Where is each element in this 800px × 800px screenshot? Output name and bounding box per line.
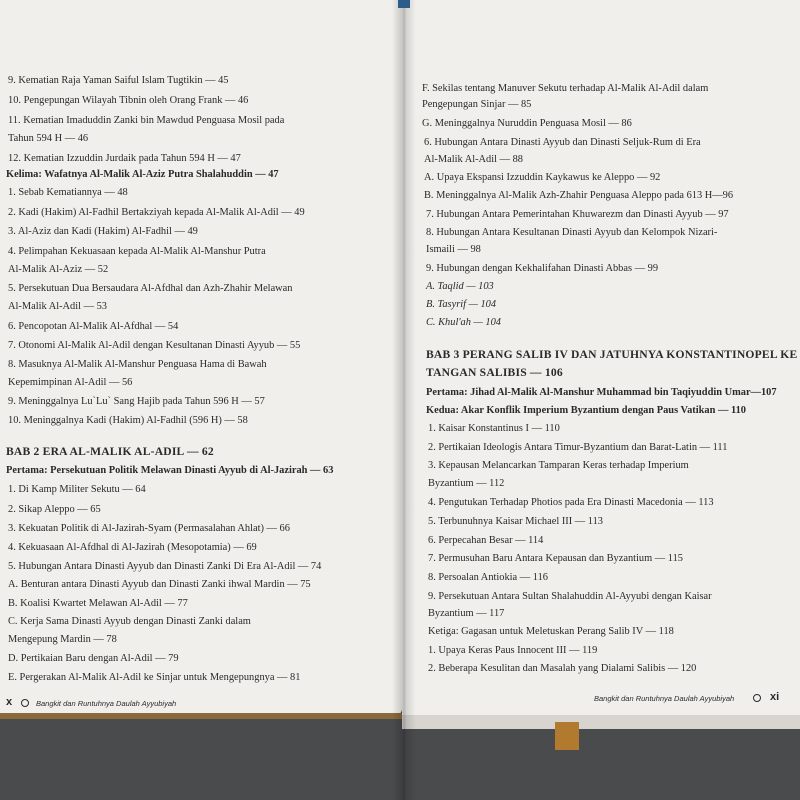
toc-entry: 2. Kadi (Hakim) Al-Fadhil Bertakziyah kepada Al-Malik Al-Adil — 49 bbox=[8, 207, 305, 218]
left-page bbox=[0, 0, 402, 715]
toc-entry: 9. Hubungan dengan Kekhalifahan Dinasti Abbas — 99 bbox=[426, 263, 659, 274]
toc-entry: 6. Hubungan Antara Dinasti Ayyub dan Dinasti Seljuk-Rum di Era bbox=[424, 137, 701, 148]
toc-entry: 6. Pencopotan Al-Malik Al-Afdhal — 54 bbox=[8, 321, 179, 332]
toc-entry: 8. Hubungan Antara Kesultanan Dinasti Ayyub dan Kelompok Nizari- bbox=[426, 227, 718, 238]
toc-entry: 9. Persekutuan Antara Sultan Shalahuddin Al-Ayyubi dengan Kaisar bbox=[428, 591, 712, 602]
page-stack-edge bbox=[402, 715, 800, 729]
chapter-heading: BAB 3 PERANG SALIB IV DAN JATUHNYA KONSTANTINOPEL KE bbox=[426, 348, 798, 361]
toc-entry: 4. Kekuasaan Al-Afdhal di Al-Jazirah (Mesopotamia) — 69 bbox=[8, 542, 257, 553]
chapter-heading: BAB 2 ERA AL-MALIK AL-ADIL — 62 bbox=[6, 445, 214, 458]
toc-entry: 3. Al-Aziz dan Kadi (Hakim) Al-Fadhil — 49 bbox=[8, 226, 198, 237]
toc-entry: Al-Malik Al-Adil — 88 bbox=[424, 154, 523, 165]
toc-entry: 11. Kematian Imaduddin Zanki bin Mawdud Penguasa Mosil pada bbox=[8, 115, 285, 126]
toc-subentry: A. Taqlid — 103 bbox=[426, 281, 494, 292]
toc-entry: 8. Masuknya Al-Malik Al-Manshur Penguasa Hama di Bawah bbox=[8, 359, 267, 370]
toc-subentry: A. Benturan antara Dinasti Ayyub dan Dinasti Zanki ihwal Mardin — 75 bbox=[8, 579, 311, 590]
toc-subentry: F. Sekilas tentang Manuver Sekutu terhadap Al-Malik Al-Adil dalam bbox=[422, 83, 709, 94]
toc-subentry: E. Pergerakan Al-Malik Al-Adil ke Sinjar untuk Mengepungnya — 81 bbox=[8, 672, 301, 683]
running-footer: Bangkit dan Runtuhnya Daulah Ayyubiyah bbox=[594, 694, 735, 703]
toc-entry: 9. Meninggalnya Lu`Lu` Sang Hajib pada Tahun 596 H — 57 bbox=[8, 396, 265, 407]
chapter-heading-continued: TANGAN SALIBIS — 106 bbox=[426, 366, 563, 379]
toc-entry: 5. Hubungan Antara Dinasti Ayyub dan Dinasti Zanki Di Era Al-Adil — 74 bbox=[8, 561, 322, 572]
toc-section-heading: Kelima: Wafatnya Al-Malik Al-Aziz Putra Shalahuddin — 47 bbox=[6, 169, 279, 180]
toc-subentry: C. Khul'ah — 104 bbox=[426, 317, 501, 328]
toc-section-heading: Ketiga: Gagasan untuk Meletuskan Perang Salib IV — 118 bbox=[428, 626, 674, 637]
toc-entry: 4. Pengutukan Terhadap Photios pada Era Dinasti Macedonia — 113 bbox=[428, 497, 714, 508]
toc-section-heading: Pertama: Persekutuan Politik Melawan Dinasti Ayyub di Al-Jazirah — 63 bbox=[6, 465, 334, 476]
toc-subentry: Pengepungan Sinjar — 85 bbox=[422, 99, 532, 110]
circle-ornament-icon bbox=[21, 699, 29, 707]
toc-subentry: B. Tasyrif — 104 bbox=[426, 299, 497, 310]
toc-entry: 12. Kematian Izzuddin Jurdaik pada Tahun 594 H — 47 bbox=[8, 153, 241, 164]
toc-entry: 8. Persoalan Antiokia — 116 bbox=[428, 572, 548, 583]
toc-entry: Byzantium — 112 bbox=[428, 478, 505, 489]
toc-entry: 1. Kaisar Konstantinus I — 110 bbox=[428, 423, 560, 434]
toc-entry: 4. Pelimpahan Kekuasaan kepada Al-Malik Al-Manshur Putra bbox=[8, 246, 266, 257]
book-cover-edge bbox=[0, 713, 402, 719]
page-number: xi bbox=[770, 691, 780, 703]
toc-entry: 7. Hubungan Antara Pemerintahan Khuwarezm dan Dinasti Ayyub — 97 bbox=[426, 209, 729, 220]
toc-entry: Byzantium — 117 bbox=[428, 608, 505, 619]
toc-entry: Tahun 594 H — 46 bbox=[8, 133, 89, 144]
toc-entry: 1. Di Kamp Militer Sekutu — 64 bbox=[8, 484, 146, 495]
toc-section-heading: Pertama: Jihad Al-Malik Al-Manshur Muhammad bin Taqiyuddin Umar—107 bbox=[426, 387, 777, 398]
toc-entry: 10. Meninggalnya Kadi (Hakim) Al-Fadhil (596 H) — 58 bbox=[8, 415, 248, 426]
toc-subentry: G. Meninggalnya Nuruddin Penguasa Mosil — 86 bbox=[422, 118, 632, 129]
toc-entry: Al-Malik Al-Adil — 53 bbox=[8, 301, 107, 312]
right-page bbox=[402, 0, 800, 715]
toc-subentry: C. Kerja Sama Dinasti Ayyub dengan Dinasti Zanki dalam bbox=[8, 616, 251, 627]
toc-entry: Al-Malik Al-Aziz — 52 bbox=[8, 264, 109, 275]
toc-subentry: B. Koalisi Kwartet Melawan Al-Adil — 77 bbox=[8, 598, 188, 609]
toc-entry: 5. Persekutuan Dua Bersaudara Al-Afdhal dan Azh-Zhahir Melawan bbox=[8, 283, 293, 294]
toc-entry: 5. Terbunuhnya Kaisar Michael III — 113 bbox=[428, 516, 603, 527]
bookmark-ribbon bbox=[555, 722, 579, 750]
toc-entry: 10. Pengepungan Wilayah Tibnin oleh Orang Frank — 46 bbox=[8, 95, 249, 106]
toc-entry: Ismaili — 98 bbox=[426, 244, 481, 255]
toc-subentry: Mengepung Mardin — 78 bbox=[8, 634, 117, 645]
toc-entry: 2. Sikap Aleppo — 65 bbox=[8, 504, 101, 515]
toc-subentry: A. Upaya Ekspansi Izzuddin Kaykawus ke Aleppo — 92 bbox=[424, 172, 661, 183]
toc-entry: 1. Sebab Kematiannya — 48 bbox=[8, 187, 128, 198]
toc-entry: 9. Kematian Raja Yaman Saiful Islam Tugtikin — 45 bbox=[8, 75, 229, 86]
toc-subentry: B. Meninggalnya Al-Malik Azh-Zhahir Penguasa Aleppo pada 613 H—96 bbox=[424, 190, 734, 201]
toc-entry: 7. Permusuhan Baru Antara Kepausan dan Byzantium — 115 bbox=[428, 553, 683, 564]
running-footer: Bangkit dan Runtuhnya Daulah Ayyubiyah bbox=[36, 699, 177, 708]
page-number: x bbox=[6, 696, 13, 708]
toc-entry: 2. Beberapa Kesulitan dan Masalah yang Dialami Salibis — 120 bbox=[428, 663, 697, 674]
toc-entry: 7. Otonomi Al-Malik Al-Adil dengan Kesultanan Dinasti Ayyub — 55 bbox=[8, 340, 301, 351]
toc-entry: 1. Upaya Keras Paus Innocent III — 119 bbox=[428, 645, 598, 656]
toc-entry: 6. Perpecahan Besar — 114 bbox=[428, 535, 544, 546]
toc-entry: 3. Kepausan Melancarkan Tamparan Keras terhadap Imperium bbox=[428, 460, 689, 471]
book-cover-edge bbox=[398, 0, 410, 8]
toc-entry: 3. Kekuatan Politik di Al-Jazirah-Syam (Permasalahan Ahlat) — 66 bbox=[8, 523, 290, 534]
toc-subentry: D. Pertikaian Baru dengan Al-Adil — 79 bbox=[8, 653, 179, 664]
toc-section-heading: Kedua: Akar Konflik Imperium Byzantium dengan Paus Vatikan — 110 bbox=[426, 405, 746, 416]
circle-ornament-icon bbox=[753, 694, 761, 702]
toc-entry: Kepemimpinan Al-Adil — 56 bbox=[8, 377, 133, 388]
toc-entry: 2. Pertikaian Ideologis Antara Timur-Byzantium dan Barat-Latin — 111 bbox=[428, 442, 728, 453]
